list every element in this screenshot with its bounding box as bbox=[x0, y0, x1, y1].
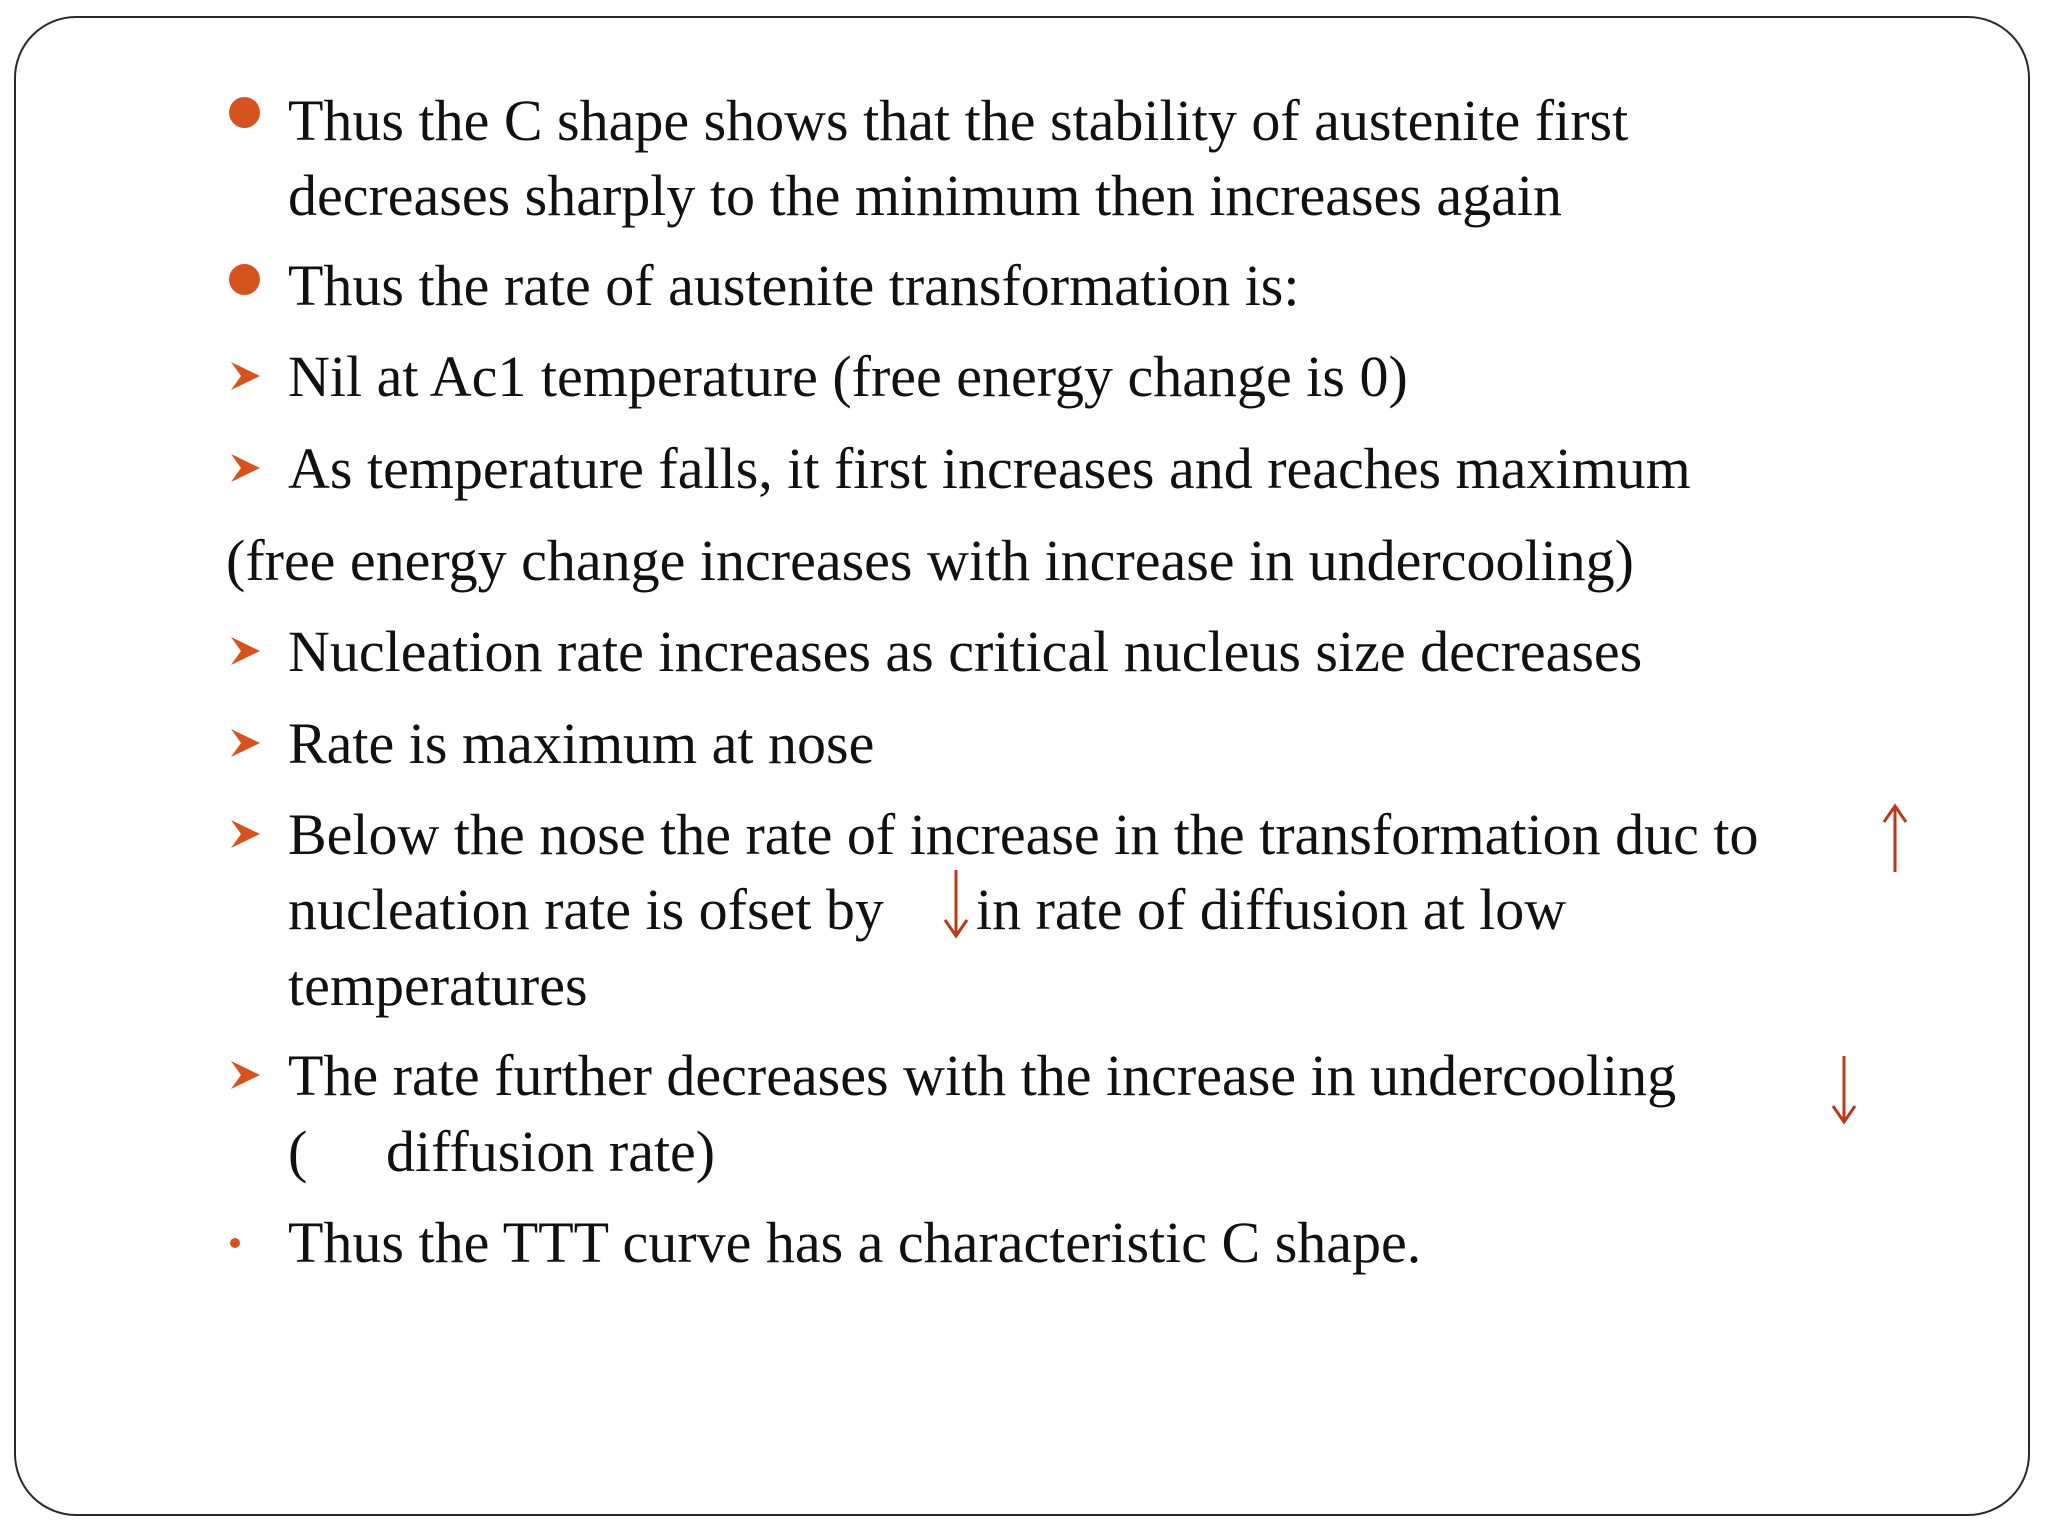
bullet-dot-icon bbox=[229, 97, 260, 128]
paragraph-free-energy: (free energy change increases with increase in undercooling) bbox=[226, 528, 1635, 593]
bullet-8-line-2-text: diffusion rate) bbox=[386, 1119, 716, 1184]
bullet-8-line-1: The rate further decreases with the increase in undercooling bbox=[288, 1043, 1677, 1108]
arrowhead-bullet-icon bbox=[229, 1058, 263, 1092]
bullet-8-line-2-paren: ( bbox=[288, 1119, 308, 1184]
arrowhead-bullet-icon bbox=[229, 726, 263, 760]
bullet-2-line-1: Thus the rate of austenite transformation is: bbox=[288, 253, 1300, 318]
bullet-6-line-1: Rate is maximum at nose bbox=[288, 711, 875, 776]
down-arrow-icon bbox=[1829, 1054, 1859, 1126]
bullet-7-line-1: Below the nose the rate of increase in the transformation duc to bbox=[288, 802, 1759, 867]
arrowhead-bullet-icon bbox=[229, 817, 263, 851]
bullet-9-line-1: Thus the TTT curve has a characteristic C shape. bbox=[288, 1210, 1422, 1275]
arrowhead-bullet-icon bbox=[229, 451, 263, 485]
bullet-dot-icon bbox=[229, 264, 260, 295]
bullet-7-line-3: temperatures bbox=[288, 953, 588, 1018]
bullet-3-line-1: Nil at Ac1 temperature (free energy change is 0) bbox=[288, 344, 1408, 409]
up-arrow-icon bbox=[1880, 802, 1910, 874]
bullet-5-line-1: Nucleation rate increases as critical nucleus size decreases bbox=[288, 619, 1643, 684]
bullet-4-line-1: As temperature falls, it first increases and reaches maximum bbox=[288, 436, 1691, 501]
arrowhead-bullet-icon bbox=[229, 359, 263, 393]
small-bullet-dot-icon bbox=[230, 1238, 240, 1248]
bullet-1-line-1: Thus the C shape shows that the stability of austenite first bbox=[288, 88, 1629, 153]
bullet-7-line-2a: nucleation rate is ofset by bbox=[288, 877, 884, 942]
arrowhead-bullet-icon bbox=[229, 634, 263, 668]
down-arrow-icon bbox=[941, 868, 971, 940]
bullet-1-line-2: decreases sharply to the minimum then increases again bbox=[288, 163, 1562, 228]
bullet-7-line-2b: in rate of diffusion at low bbox=[976, 877, 1567, 942]
